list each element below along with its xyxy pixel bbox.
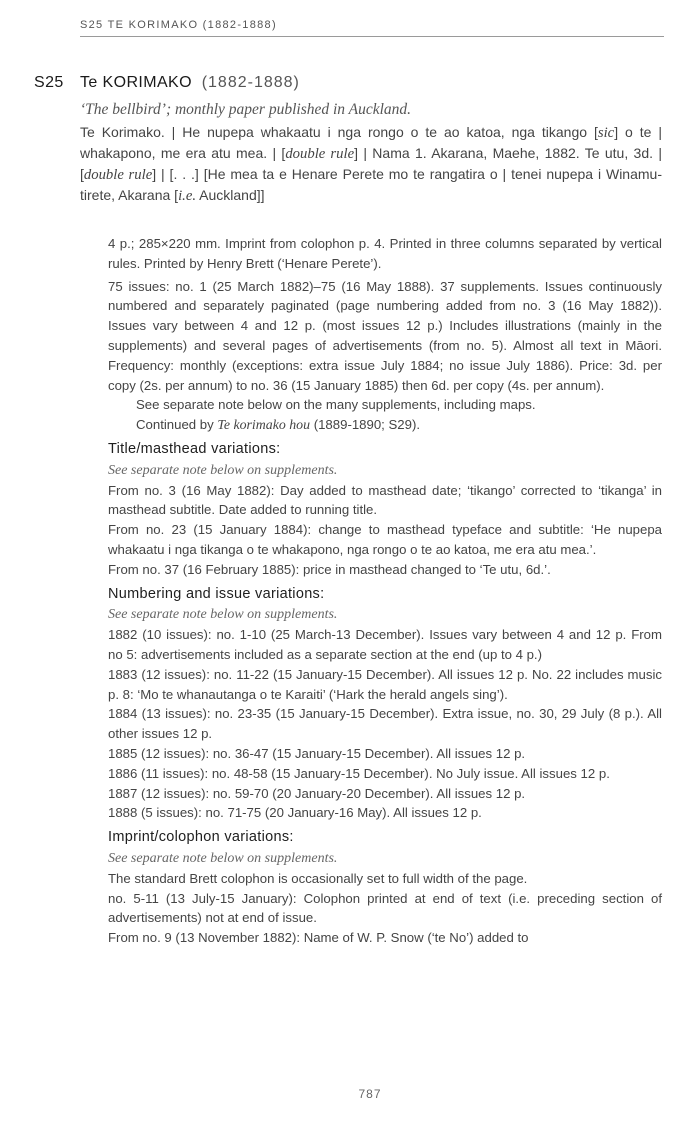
numbering-note: See separate note below on supplements. <box>108 607 338 623</box>
numbering-line: 1888 (5 issues): no. 71-75 (20 January-16 May). All issues 12 p. <box>108 805 482 821</box>
numbering-line: 1884 (13 issues): no. 23-35 (15 January-15 December). Extra issue, no. 30, 29 July (8 p.). All other issues 12 p. <box>108 706 662 742</box>
physical-description: 4 p.; 285×220 mm. Imprint from colophon p. 4. Printed in three columns separated by vertical rules. Printed by Henry Brett (‘Henare Perete’). <box>108 236 662 271</box>
entry-subtitle: ‘The bellbird’; monthly paper published in Auckland. <box>80 101 412 118</box>
entry-dates: (1882-1888) <box>201 74 300 91</box>
numbering-line: 1882 (10 issues): no. 1-10 (25 March-13 December). Issues vary between 4 and 12 p. From no 5: advertisements included as a separate section at the end (up to 4 p.) <box>108 627 662 662</box>
transcription-part: ] | Nama 1. Akarana, Maehe, 1882. Te utu, 3d. | [ <box>80 145 662 182</box>
title-variations-heading: Title/masthead variations: <box>108 440 281 457</box>
imprint-line: From no. 9 (13 November 1882): Name of W. P. Snow (‘te No’) added to <box>108 930 529 946</box>
title-variation-line: From no. 37 (16 February 1885): price in masthead changed to ‘Te utu, 6d.’. <box>108 561 551 577</box>
continued-title: Te korimako hou <box>217 417 311 433</box>
page-number: 787 <box>358 1087 382 1101</box>
transcription-part: ] | [. . .] [He mea ta e Henare Perete mo te rangatira o | tenei nupepa i Winamu-tirete, Akarana [ <box>80 166 662 203</box>
imprint-line: no. 5-11 (13 July-15 January): Colophon printed at end of text (i.e. preceding section of advertisements) not at end of issue. <box>108 890 662 926</box>
numbering-line: 1883 (12 issues): no. 11-22 (15 January-15 December). All issues 12 p. No. 22 includes music p. 8: ‘Mo te whanautanga o te Karaiti’ (‘Hark the herald angels sing’). <box>108 666 662 702</box>
transcription-part: Auckland]] <box>196 187 265 203</box>
transcription-sic: sic <box>597 125 615 141</box>
title-transcription <box>80 122 662 206</box>
imprint-line: The standard Brett colophon is occasionally set to full width of the page. <box>108 870 528 886</box>
transcription-part: Te Korimako. | He nupepa whakaatu i nga rongo o te ao katoa, nga tikango [ <box>80 124 598 140</box>
transcription-double-rule: double rule <box>285 146 355 162</box>
title-variations-note: See separate note below on supplements. <box>108 462 338 478</box>
imprint-note: See separate note below on supplements. <box>108 850 338 866</box>
numbering-line: 1885 (12 issues): no. 36-47 (15 January-15 December). All issues 12 p. <box>108 745 526 761</box>
entry-body <box>108 234 662 948</box>
numbering-heading: Numbering and issue variations: <box>108 585 325 602</box>
title-variation-line: From no. 3 (16 May 1882): Day added to masthead date; ‘tikango’ corrected to ‘tikanga’ in masthead subtitle. Date added to running title. <box>108 482 662 518</box>
entry-heading <box>80 74 300 92</box>
see-note-line: See separate note below on the many supplements, including maps. <box>136 397 536 413</box>
title-variation-line: From no. 23 (15 January 1884): change to masthead typeface and subtitle: ‘He nupepa whakaatu i nga tikanga o te whakapono, nga rongo o te ao katoa, me era atu mea.’. <box>108 522 662 557</box>
entry-code: S25 <box>34 74 64 91</box>
numbering-line: 1886 (11 issues): no. 48-58 (15 January-15 December). No July issue. All issues 12 p. <box>108 765 610 781</box>
numbering-line: 1887 (12 issues): no. 59-70 (20 January-20 December). All issues 12 p. <box>108 785 526 801</box>
transcription-ie: i.e. <box>178 188 197 204</box>
imprint-heading: Imprint/colophon variations: <box>108 829 294 846</box>
continued-suffix: (1889-1890; S29). <box>310 417 421 433</box>
continued-by-line <box>108 415 662 435</box>
continued-prefix: Continued by <box>136 417 218 433</box>
transcription-double-rule: double rule <box>83 167 153 183</box>
running-head: S25 TE KORIMAKO (1882-1888) <box>80 19 664 37</box>
issues-description: 75 issues: no. 1 (25 March 1882)–75 (16 May 1888). 37 supplements. Issues continuously numbered and separately paginated (page numbering added from no. 3 (16 May 1882)). Issues vary between 4 and 12 p. (most issues 12 p.) Includes illustrations (mainly in the supplements) and several pages of advertisements (from no. 5). Almost all text in Māori. Frequency: monthly (exceptions: extra issue July 1884; no issue July 1886). Price: 3d. per copy (2s. per annum) to no. 36 (15 January 1885) then 6d. per copy (4s. per annum). <box>108 278 662 393</box>
transcription-part: ] o te | whakapono, me era atu mea. | [ <box>80 124 662 161</box>
entry-title: Te KORIMAKO <box>80 74 192 91</box>
